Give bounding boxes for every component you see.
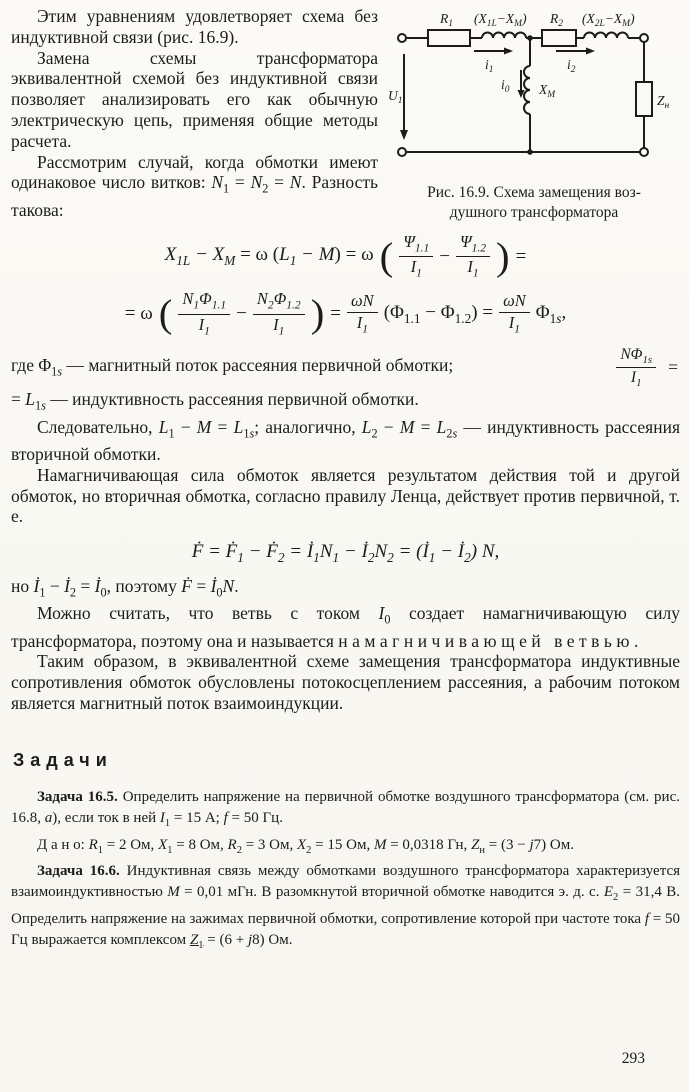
inductor-xm-coil [524,66,530,114]
fraction: $\frac{\omega N}{I_1}$ [499,292,530,336]
equation-1: $X_{1L} - X_M = \omega$ $(L_1 - M) = \omega$ ( $\frac{\Psi_{1.1}}{I_1}$ − $\frac{\Psi_{1.2}}{I_1}$ ) = [164,232,527,280]
task-16-5 [11,787,680,835]
resistor-r1 [428,30,470,46]
fraction: $\frac{\omega N}{I_1}$ [347,292,378,336]
task-16-6-label: Задача 16.6. [37,862,120,879]
where-text: где $\Phi_{1s}$ — магнитный поток рассеяния первичной обмотки; [11,355,454,379]
task-16-5-text: Определить напряжение на первичной обмотке воздушного трансформатора (см. рис. 16.8, а), если ток в ней $I_1 = 15$ А; f = 50 Гц. [11,788,680,830]
equation-3 [11,541,680,566]
i1-arrowhead [504,48,513,55]
task-16-6-text: Индуктивная связь между обмотками воздушного трансформатора характеризуется взаимоиндуктивностью M = 0,01 мГн. В разомкнутой вторичной обмотке наводится э. д. с. $E_2 = 31,4$ В. Определить напряжение на зажимах первичной обмотки, сопротивление которой при частоте тока f = 50 Гц выражается комплексом $Z_1 = (6 + j8)$ Ом. [11,862,680,952]
label-i2: $i_2$ [567,57,576,75]
figure-caption-line2: душного трансформатора [449,204,619,221]
fraction: $\frac{\Psi_{1.1}}{I_1}$ [399,233,433,280]
eq1-lead: $X_{1L} - X_M = \omega$ $(L_1 - M) = \omega$ [164,244,374,269]
label-xm: $X_M$ [539,82,556,100]
resistor-r2 [542,30,576,46]
page-number: 293 [621,1050,645,1067]
u1-arrowhead [400,130,408,140]
task-16-5-label: Задача 16.5. [37,788,118,805]
eq2-tail: $\Phi_{1s}$, [535,301,567,326]
where-equals: = [668,357,678,378]
fraction: $\frac{\Psi_{1.2}}{I_1}$ [456,233,490,280]
left-text-column [11,6,378,223]
paragraph-consider-case: Рассмотрим случай, когда обмотки имеют одинаковое число витков: $N_1 = N_2 = N$. Разность такова: [11,151,378,220]
eq2-mid: $(\Phi_{1.1} - \Phi_{1.2})$ = [383,301,494,326]
figure-caption [388,183,680,223]
eq3-body: Ḟ = Ḟ$_1$ − Ḟ$_2$ = $İ_1N_1$ − $İ_2N_2$ = ($İ_1$ − $İ_2$) N, [191,541,500,565]
inductor-x2l-coil [584,33,628,39]
top-section [11,6,680,223]
task-16-6 [11,861,680,957]
node-bottom [527,149,533,155]
label-x2l: $(X_{2L}-X_M)$ [582,11,635,29]
fraction: $\frac{N_1\Phi_{1.1}}{I_1}$ [178,290,230,337]
figure-column [388,6,680,223]
terminal-bottom-left [398,148,406,156]
figure-caption-line1: Рис. 16.9. Схема замещения воз- [427,184,641,201]
eq2-minus: − [236,303,247,325]
equation-2: = ω ( $\frac{N_1\Phi_{1.1}}{I_1}$ − $\frac{N_2\Phi_{1.2}}{I_1}$ ) = $\frac{\omega N}{I_1}$ $(\Phi_{1.1} - \Phi_{1.2})$ = $\frac{\omega N}{I_1}$ $\Phi_{1s}$, [124,289,567,337]
label-x1l: $(X_{1L}-X_M)$ [474,11,527,29]
label-i0: $i_0$ [501,77,510,95]
node-top [527,35,533,41]
label-r2: $R_2$ [550,11,563,29]
terminal-top-right [640,34,648,42]
paragraph-sledovatelno: Следовательно, $L_1 - M = L_{1s}$; аналогично, $L_2 - M = L_{2s}$ — индуктивность рассеяния вторичной обмотки. [11,416,680,464]
label-r1: $R_1$ [440,11,453,29]
label-i1: $i_1$ [485,57,494,75]
inductor-x1l-coil [482,33,526,39]
terminal-top-left [398,34,406,42]
circuit-diagram [388,8,680,168]
fraction: $\frac{N_2\Phi_{1.2}}{I_1}$ [253,290,305,337]
where-clause-line1 [11,346,680,389]
label-u1: $U_1$ [388,88,403,106]
paragraph-intro: Этим уравнениям удовлетворяет схема без индуктивной связи (рис. 16.9). [11,6,378,47]
task-16-5-given: Д а н о: $R_1 = 2$ Ом, $X_1 = 8$ Ом, $R_2 = 3$ Ом, $X_2 = 15$ Ом, M = 0,0318 Гн, $Z_н = (3 - j7)$ Ом. [37,836,574,856]
label-zn: $Z_н$ [657,93,670,111]
paragraph-mozhno: Можно считать, что ветвь с током $I_0$ создает намагничивающую силу трансформатора, поэтому она и называется намагничивающей ветвью. [11,603,681,651]
load-zn [636,82,652,116]
where-clause-line2: = $L_{1s}$ — индуктивность рассеяния первичной обмотки. [11,389,419,413]
tasks-section-heading: Задачи [13,749,113,770]
paragraph-replace-scheme: Замена схемы трансформатора эквивалентной схемой без индуктивной связи позволяет анализировать его как обычную электрическую цепь, применяя общие методы расчета. [11,47,378,151]
eq2-lead: = ω [124,303,153,325]
paragraph-no: но $İ_1$ − $İ_2$ = $İ_0$, поэтому Ḟ = $İ_0N$. [11,575,239,600]
eq1-tail: = [515,245,527,267]
eq2-equals: = [330,303,342,325]
i2-arrowhead [586,48,595,55]
eq1-minus: − [439,245,450,267]
terminal-bottom-right [640,148,648,156]
paragraph-takim-obrazom: Таким образом, в эквивалентной схеме замещения трансформатора индуктивные сопротивления обмоток обусловлены потокосцеплением рассеяния, а рабочим потоком является магнитный поток взаимоиндукции. [11,651,680,713]
fraction: $\frac{N\Phi_{1s}}{I_1}$ [616,346,656,389]
paragraph-magnetizing-force: Намагничивающая сила обмоток является результатом действия той и другой обмоток, но вторичная обмотка, согласно правилу Ленца, действует против первичной, т. е. [11,464,680,527]
circuit-figure [388,8,680,223]
